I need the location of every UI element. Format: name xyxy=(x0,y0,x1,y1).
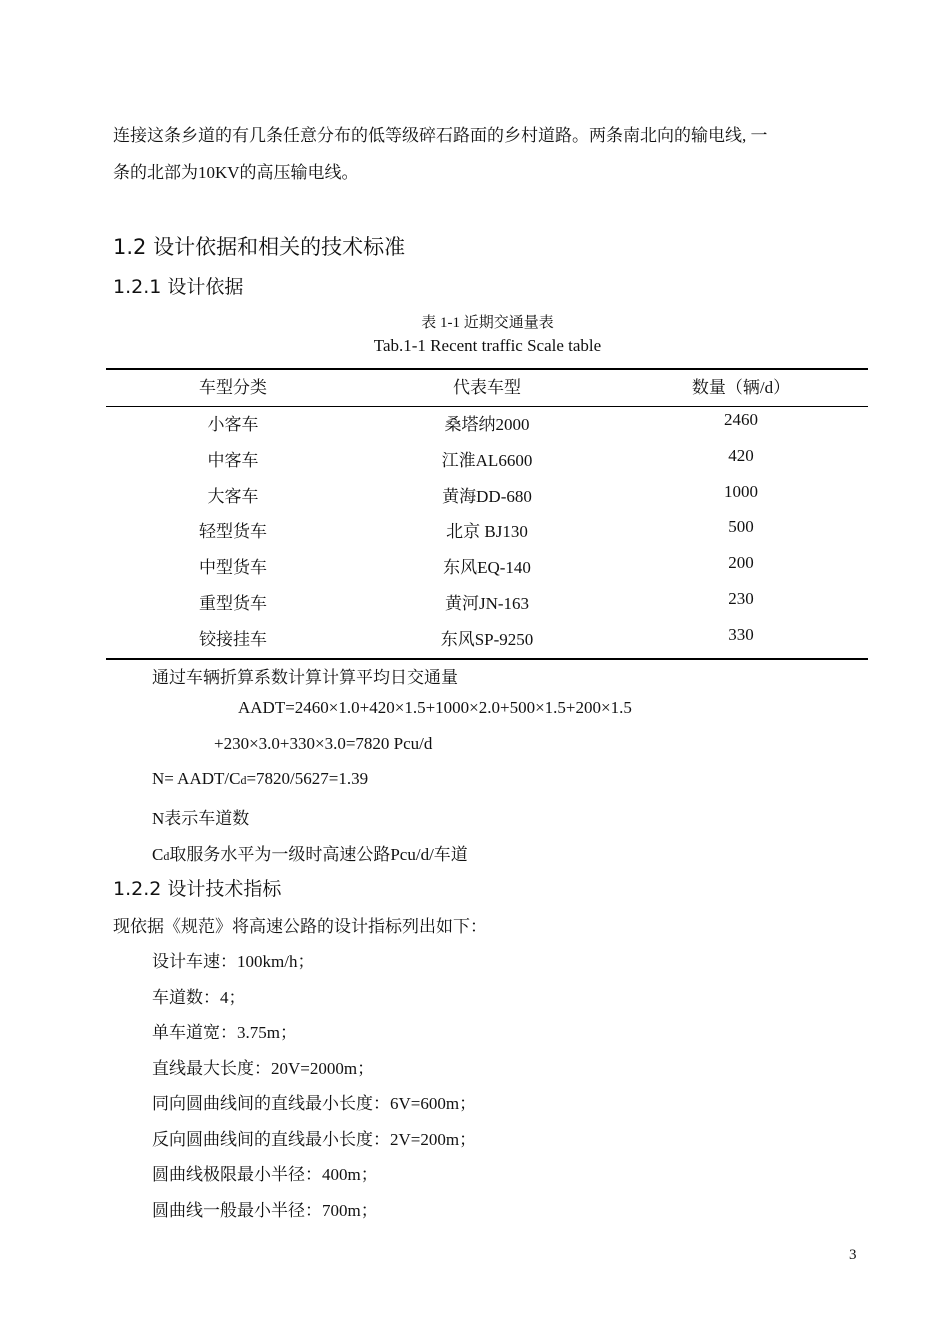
table-caption-en: Tab.1-1 Recent traffic Scale table xyxy=(373,336,602,355)
table-cell: 北京 BJ130 xyxy=(446,522,528,541)
table-caption-zh: 表 1-1 近期交通量表 xyxy=(421,315,554,331)
page-number: 3 xyxy=(849,1247,857,1263)
table-cell: 230 xyxy=(728,589,754,608)
table-cell: 重型货车 xyxy=(199,594,267,613)
intro-line-1: 连接这条乡道的有几条任意分布的低等级碎石路面的乡村道路。两条南北向的输电线, 一 xyxy=(113,126,768,145)
section-1-2-heading: 1.2 设计依据和相关的技术标准 xyxy=(113,235,406,259)
table-cell: 铰接挂车 xyxy=(199,630,267,649)
table-cell: 轻型货车 xyxy=(199,522,267,541)
table-header-cell: 车型分类 xyxy=(199,378,267,397)
capacity-note xyxy=(152,840,468,865)
intro-line-2: 条的北部为10KV的高压输电线。 xyxy=(113,163,359,182)
table-cell: 东风EQ-140 xyxy=(443,558,531,577)
table-top-rule xyxy=(106,368,868,370)
section-1-2-1-heading: 1.2.1 设计依据 xyxy=(113,276,244,298)
list-item: 车道数：4； xyxy=(152,988,246,1007)
table-header-cell: 数量（辆/d） xyxy=(691,378,791,397)
table-cell: 中客车 xyxy=(207,451,259,470)
formula-text: N= AADT/C xyxy=(152,769,241,788)
table-cell: 东风SP-9250 xyxy=(440,630,534,649)
table-cell: 1000 xyxy=(724,482,758,501)
list-item: 反向圆曲线间的直线最小长度：2V=200m； xyxy=(152,1130,477,1149)
table-cell: 黄海DD-680 xyxy=(442,487,532,506)
formula-subscript: d xyxy=(240,773,247,787)
table-cell: 桑塔纳2000 xyxy=(444,415,530,434)
aadt-formula-line-1: AADT=2460×1.0+420×1.5+1000×2.0+500×1.5+200×1.5 xyxy=(238,698,632,717)
table-cell: 大客车 xyxy=(207,487,259,506)
indicators-intro: 现依据《规范》将高速公路的设计指标列出如下： xyxy=(113,917,487,936)
formula-text: =7820/5627=1.39 xyxy=(246,769,369,788)
table-cell: 2460 xyxy=(724,410,758,429)
table-cell: 330 xyxy=(728,625,754,644)
table-cell: 420 xyxy=(728,446,754,465)
table-header-rule xyxy=(106,406,868,407)
list-item: 单车道宽：3.75m； xyxy=(152,1023,297,1042)
aadt-formula-line-2: +230×3.0+330×3.0=7820 Pcu/d xyxy=(214,734,433,753)
table-bottom-rule xyxy=(106,658,868,660)
list-item: 圆曲线一般最小半径：700m； xyxy=(152,1201,378,1220)
list-item: 同向圆曲线间的直线最小长度：6V=600m； xyxy=(152,1094,477,1113)
section-1-2-2-heading: 1.2.2 设计技术指标 xyxy=(113,878,282,900)
lane-count-note: N表示车道数 xyxy=(152,809,250,828)
formula-text: 取服务水平为一级时高速公路Pcu/d/车道 xyxy=(169,845,468,864)
table-cell: 江淮AL6600 xyxy=(441,451,533,470)
table-header-cell: 代表车型 xyxy=(453,378,521,397)
list-item: 设计车速：100km/h； xyxy=(152,952,315,971)
table-cell: 小客车 xyxy=(207,415,259,434)
formula-subscript: d xyxy=(163,849,170,863)
calc-intro: 通过车辆折算系数计算计算平均日交通量 xyxy=(152,668,458,687)
formula-text: C xyxy=(152,845,164,864)
list-item: 圆曲线极限最小半径：400m； xyxy=(152,1165,378,1184)
table-cell: 200 xyxy=(728,553,754,572)
table-cell: 黄河JN-163 xyxy=(444,594,530,613)
table-cell: 500 xyxy=(728,517,754,536)
list-item: 直线最大长度：20V=2000m； xyxy=(152,1059,375,1078)
lane-count-formula xyxy=(152,769,368,789)
table-cell: 中型货车 xyxy=(199,558,267,577)
